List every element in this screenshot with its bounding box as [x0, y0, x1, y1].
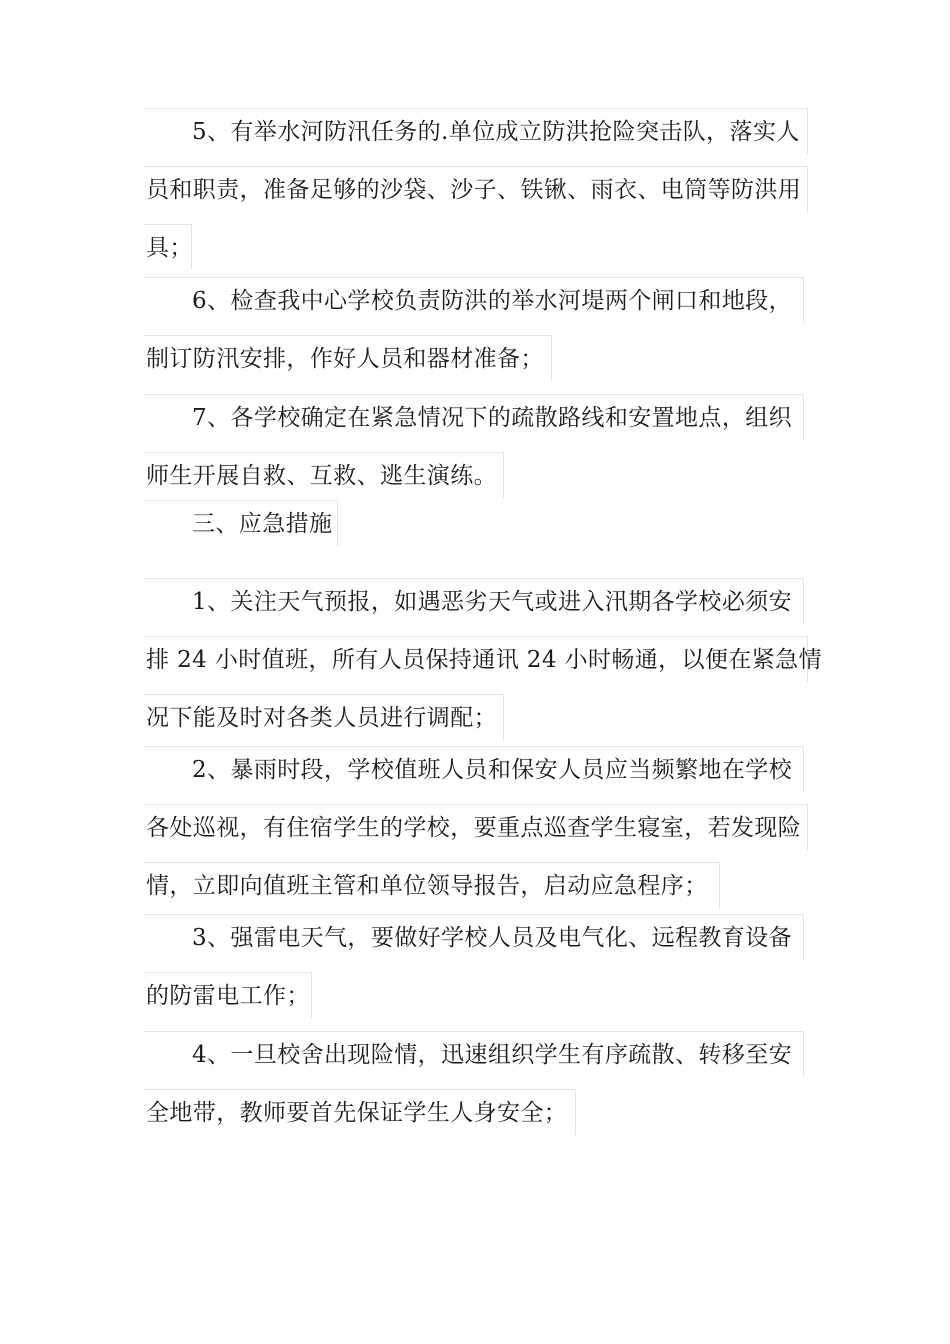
paragraph-7-evacuation [144, 394, 804, 498]
text-line: 2、暴雨时段，学校值班人员和保安人员应当频繁地在学校 [144, 746, 804, 792]
text-line: 况下能及时对各类人员进行调配； [144, 694, 504, 740]
text-line: 具； [144, 224, 192, 270]
text-line: 5、有举水河防汛任务的.单位成立防洪抢险突击队，落实人 [144, 108, 808, 154]
text-line: 各处巡视，有住宿学生的学校，要重点巡查学生寝室，若发现险 [144, 804, 808, 850]
paragraph-1-weather [144, 578, 822, 740]
section-heading: 三、应急措施 [144, 500, 338, 546]
text-line: 7、各学校确定在紧急情况下的疏散路线和安置地点，组织 [144, 394, 804, 440]
text-line: 情，立即向值班主管和单位领导报告，启动应急程序； [144, 862, 720, 908]
text-line: 制订防汛安排，作好人员和器材准备； [144, 335, 552, 381]
text-line: 6、检查我中心学校负责防洪的举水河堤两个闸口和地段， [144, 277, 804, 323]
text-line: 3、强雷电天气，要做好学校人员及电气化、远程教育设备 [144, 914, 804, 960]
paragraph-5-flood-team [144, 108, 808, 270]
paragraph-4-building-danger [144, 1031, 804, 1135]
text-line: 员和职责，准备足够的沙袋、沙子、铁锹、雨衣、电筒等防洪用 [144, 166, 808, 212]
text-line: 师生开展自救、互救、逃生演练。 [144, 452, 504, 498]
paragraph-3-lightning [144, 914, 804, 1018]
text-line: 1、关注天气预报，如遇恶劣天气或进入汛期各学校必须安 [144, 578, 804, 624]
paragraph-2-rainstorm [144, 746, 808, 908]
text-line: 的防雷电工作； [144, 972, 312, 1018]
paragraph-6-inspection [144, 277, 804, 381]
section-heading-emergency-measures [144, 500, 338, 546]
text-line: 排 24 小时值班，所有人员保持通讯 24 小时畅通，以便在紧急情 [144, 636, 808, 682]
text-line: 4、一旦校舍出现险情，迅速组织学生有序疏散、转移至安 [144, 1031, 804, 1077]
text-line: 全地带，教师要首先保证学生人身安全； [144, 1089, 576, 1135]
